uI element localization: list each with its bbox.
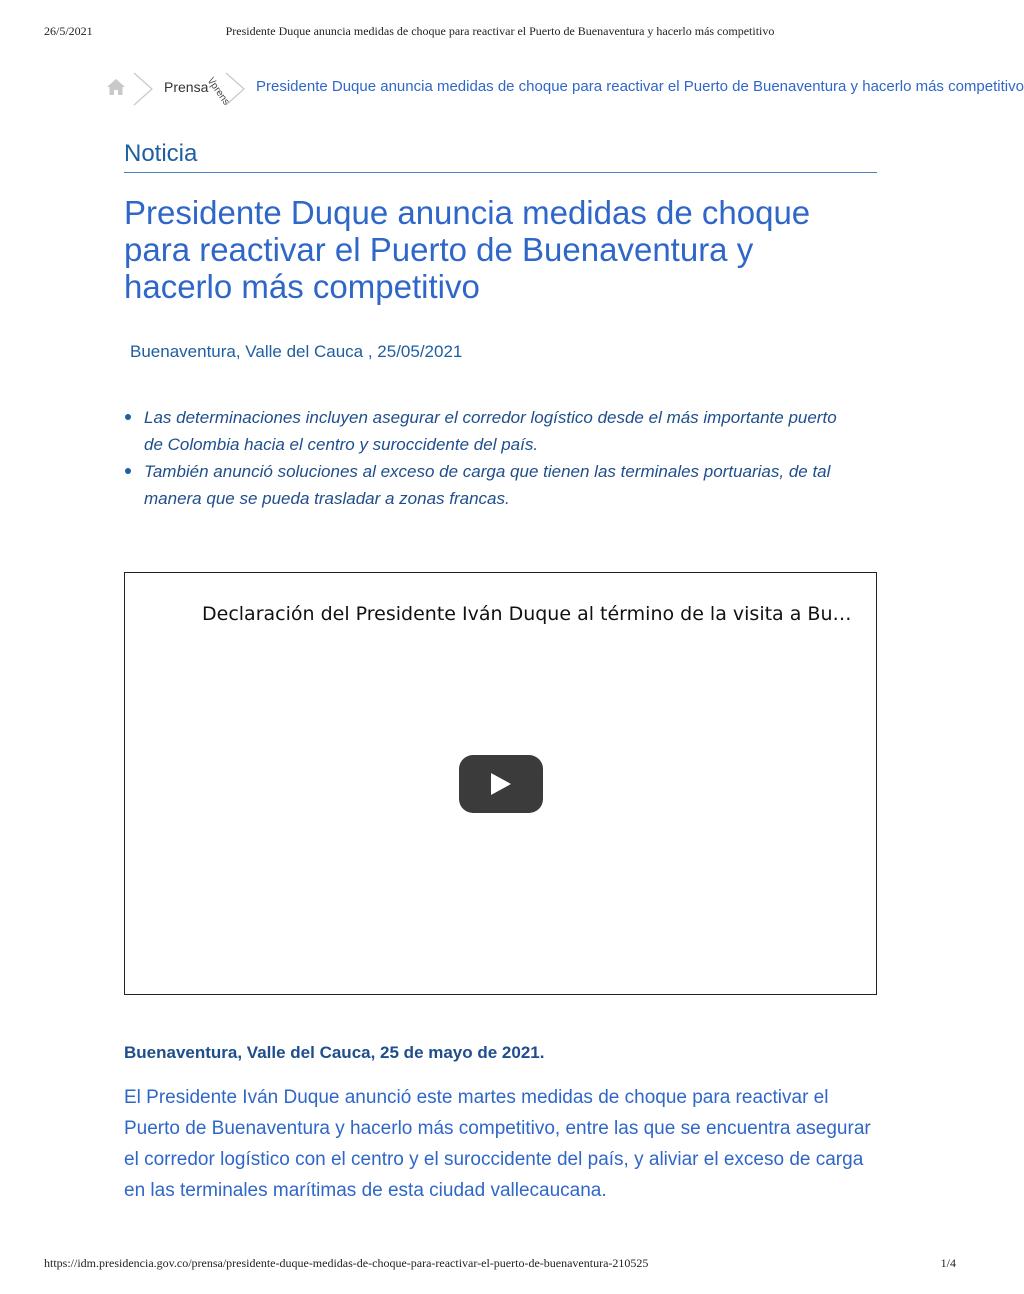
- play-button[interactable]: [459, 755, 543, 813]
- lead-dateline: Buenaventura, Valle del Cauca, 25 de mayo de 2021.: [124, 1043, 545, 1062]
- highlight-item: También anunció soluciones al exceso de carga que tienen las terminales portuarias, de tal manera que se pueda trasladar a zonas francas.: [144, 458, 844, 512]
- highlight-item: Las determinaciones incluyen asegurar el corredor logístico desde el más importante puerto de Colombia hacia el centro y suroccidente del país.: [144, 404, 844, 458]
- breadcrumb-item-current[interactable]: Presidente Duque anuncia medidas de choque para reactivar el Puerto de Buenaventura y hacerlo más competitivo: [256, 78, 1024, 95]
- breadcrumb-separator-icon: [224, 72, 246, 111]
- highlights-list: [124, 404, 844, 512]
- play-icon: [489, 772, 513, 796]
- video-title[interactable]: Declaración del Presidente Iván Duque al término de la visita a Bu…: [202, 603, 852, 625]
- breadcrumb: [106, 72, 1024, 108]
- breadcrumb-separator-icon: [132, 72, 154, 111]
- print-page-number: 1/4: [940, 1256, 956, 1270]
- video-embed[interactable]: [124, 572, 877, 995]
- breadcrumb-slug: \/prens: [204, 76, 232, 108]
- article-paragraph: El Presidente Iván Duque anunció este martes medidas de choque para reactivar el Puerto de Buenaventura y hacerlo más competitivo, entre las que se encuentra asegurar el corredor logístico con el centro y el suroccidente del país, y aliviar el exceso de carga en las terminales marítimas de esta ciudad vallecaucana.: [124, 1087, 871, 1201]
- section-label: Noticia: [124, 140, 877, 173]
- print-url: https://idm.presidencia.gov.co/prensa/presidente-duque-medidas-de-choque-para-reactivar-el-puerto-de-buenaventura-210525: [44, 1256, 649, 1270]
- home-icon[interactable]: [106, 78, 126, 101]
- print-document-title: Presidente Duque anuncia medidas de choque para reactivar el Puerto de Buenaventura y hacerlo más competitivo: [225, 24, 775, 38]
- article-dateline: Buenaventura, Valle del Cauca , 25/05/2021: [130, 342, 463, 361]
- breadcrumb-item-prensa[interactable]: Prensa: [164, 79, 209, 95]
- print-date: 26/5/2021: [44, 24, 93, 38]
- article-title: Presidente Duque anuncia medidas de choque para reactivar el Puerto de Buenaventura y hacerlo más competitivo: [124, 194, 811, 305]
